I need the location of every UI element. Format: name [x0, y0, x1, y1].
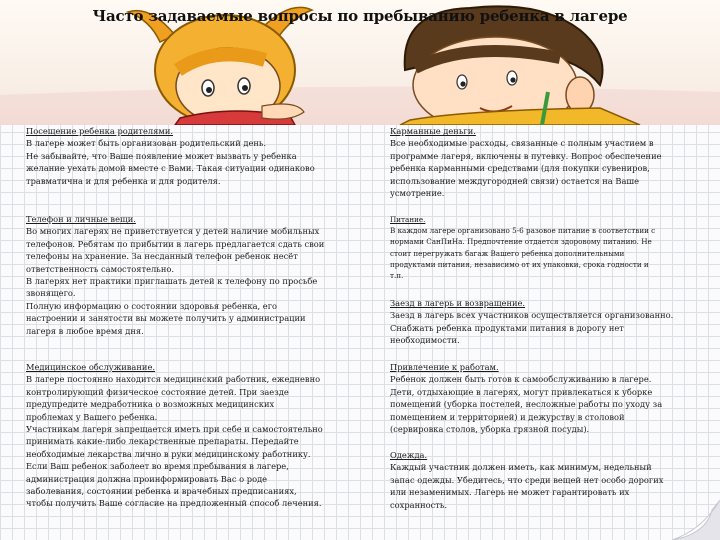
section-body: Во многих лагерях не приветствуется у детей наличие мобильных телефонов. Ребятам по прибытии в лагерь предлагается сдать свои телефоны на хранение. За несданный телефон ребенок несёт ответственность самостоятельно. В лагерях нет практики приглашать детей к телефону по просьбе звонящего. Полную информацию о состоянии здоровья ребенка, его настроении и занятости вы можете получить у администрации лагеря в любое время дня.	[26, 226, 325, 336]
faq-section-medical	[26, 361, 352, 510]
section-body: В каждом лагере организовано 5-6 разовое питание в соответствии с нормами СанПиНа. Предпочтение отдается здоровому питанию. Не стоит перегружать багаж Вашего ребенка дополнительными продуктами питания, независимо от их упаковки, срока годности и т.п.	[390, 226, 656, 281]
section-title: Карманные деньги.	[390, 126, 476, 136]
section-title: Телефон и личные вещи.	[26, 214, 136, 224]
page-title: Часто задаваемые вопросы по пребыванию ребенка в лагере	[92, 7, 628, 25]
faq-section-pocket-money	[390, 125, 696, 199]
section-body: В лагере может быть организован родительский день. Не забывайте, что Ваше появление может вызвать у ребенка желание уехать домой вместе с Вами. Такая ситуации одинаково травматична и для ребенка и для родителя.	[26, 138, 315, 186]
faq-section-phone-belongings	[26, 213, 352, 337]
page-curl-decoration	[672, 500, 720, 540]
section-body: Все необходимые расходы, связанные с полным участием в программе лагеря, включены в путевку. Вопрос обеспечение ребенка карманными средствами (для покупки сувениров, использование междугородней связи) остается на Ваше усмотрение.	[390, 138, 662, 199]
section-title: Привлечение к работам.	[390, 362, 499, 372]
faq-section-clothing	[390, 449, 696, 511]
section-title: Медицинское обслуживание.	[26, 362, 155, 372]
faq-section-food	[390, 214, 696, 281]
section-body: Заезд в лагерь всех участников осуществляется организованно. Снабжать ребенка продуктами питания в дорогу нет необходимости.	[390, 310, 674, 346]
section-title: Питание.	[390, 215, 426, 224]
section-body: Ребенок должен быть готов к самообслуживанию в лагере. Дети, отдыхающие в лагерях, могут привлекаться к уборке помещений (уборка постелей, несложные работы по уходу за помещением и территорией) и дежурству в столовой (сервировка столов, уборка грязной посуды).	[390, 374, 663, 435]
section-title: Посещение ребенка родителями.	[26, 126, 174, 136]
header-illustration	[0, 0, 720, 125]
section-body: Каждый участник должен иметь, как минимум, недельный запас одежды. Убедитесь, что среди вещей нет особо дорогих или незаменимых. Лагерь не может гарантировать их сохранность.	[390, 462, 664, 510]
section-title: Одежда.	[390, 450, 428, 460]
section-body: В лагере постоянно находится медицинский работник, ежедневно контролирующий физическое состояние детей. При заезде предупредите медработника о возможных медицинских проблемах у Вашего ребенка. Участникам лагеря запрещается иметь при себе и самостоятельно принимать какие-либо лекарственные препараты. Передайте необходимые лекарства лично в руки медицинскому работнику. Если Ваш ребенок заболеет во время пребывания в лагере, администрация должна проинформировать Вас о роде заболевания, состоянии ребенка и врачебных предписаниях, чтобы получить Ваше согласие на предложенный способ лечения.	[26, 374, 323, 509]
faq-section-chores	[390, 361, 696, 435]
faq-section-parent-visits	[26, 125, 352, 187]
faq-section-arrival-return	[390, 297, 696, 347]
section-title: Заезд в лагерь и возвращение.	[390, 298, 526, 308]
